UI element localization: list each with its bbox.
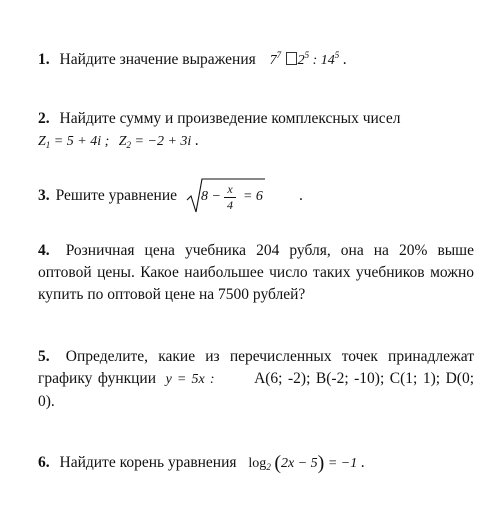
task-5 — [38, 346, 474, 413]
task-number: 4. — [38, 242, 50, 259]
fraction: $\frac{x}{4}$ — [224, 183, 236, 212]
task-number: 3. — [38, 187, 50, 204]
task-number: 1. — [38, 51, 50, 68]
sqrt-equation: 8 − $\frac{x}{4}$ = 6 — [185, 176, 297, 216]
task-text: Найдите значение выражения — [59, 51, 256, 68]
task-number: 5. — [38, 348, 50, 365]
expression: $7^7$ $2^5$ : $14^5$ — [269, 50, 340, 68]
task-number: 2. — [38, 110, 50, 127]
log-equation: $\log_2 (2x - 5) = -1$ — [248, 452, 358, 474]
points-list: A(6; -2); B(-2; -10); C(1; 1); D(0; 0). — [38, 370, 475, 410]
task-text: Найдите корень уравнения — [59, 454, 237, 471]
function-formula: y = 5x : — [165, 372, 215, 387]
task-4 — [38, 240, 474, 306]
missing-glyph-box — [286, 52, 297, 65]
task-text: Решите уравнение — [55, 187, 178, 204]
task-text: Определите, какие из перечисленных точек принадлежат графику функции — [38, 348, 474, 387]
task-number: 6. — [38, 454, 50, 471]
task-1: 1. Найдите значение выражения $7^7$ $2^5$ : $14^5$ . — [38, 50, 347, 68]
task-3: 3. Решите уравнение 8 − $\frac{x}{4}$ = 6 . — [38, 176, 474, 216]
task-6: 6. Найдите корень уравнения $\log_2 (2x - 5) = -1$ . — [38, 452, 365, 474]
complex-z1: $Z_1 = 5 + 4i$ ; — [38, 134, 110, 150]
task-2: 2. Найдите сумму и произведение комплексных чисел $Z_1 = 5 + 4i$ ; $Z_2 = -2 + 3i$ . — [38, 110, 401, 150]
task-text: Розничная цена учебника 204 рубля, она на 20% выше оптовой цены. Какое наибольшее число таких учебников можно купить по оптовой цене на 7500 рублей? — [38, 242, 474, 303]
task-text: Найдите сумму и произведение комплексных чисел — [59, 110, 401, 127]
complex-z2: $Z_2 = -2 + 3i$ — [118, 134, 192, 150]
